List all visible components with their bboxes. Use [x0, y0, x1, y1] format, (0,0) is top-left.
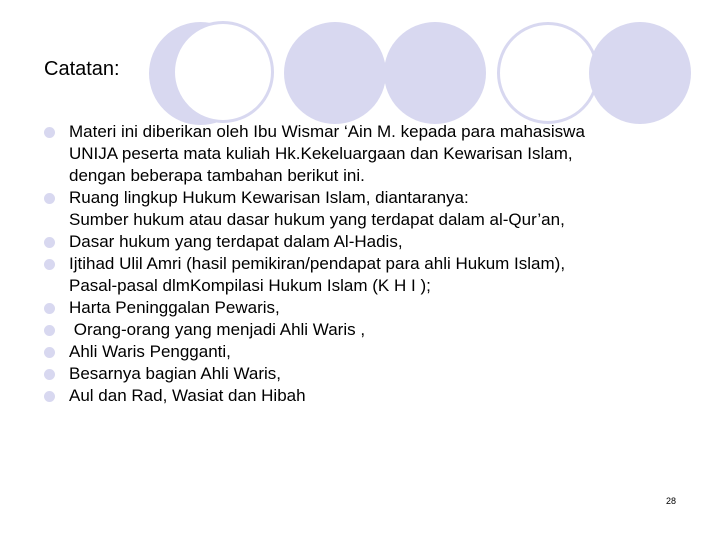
decorative-circle-outline-2 [172, 21, 274, 123]
bullet-icon [44, 303, 55, 314]
decorative-circle-outline-5 [497, 22, 599, 124]
list-item-line: Ahli Waris Pengganti, [69, 342, 231, 361]
decorative-circle-3 [284, 22, 386, 124]
list-item-line: Sumber hukum atau dasar hukum yang terdapat dalam al-Qur’an, [69, 210, 565, 229]
list-item-line: Ruang lingkup Hukum Kewarisan Islam, diantaranya: [69, 188, 469, 207]
list-item [44, 253, 694, 297]
list-item [44, 385, 694, 407]
list-item [44, 187, 694, 231]
list-item-line: dengan beberapa tambahan berikut ini. [69, 166, 365, 185]
bullet-icon [44, 259, 55, 270]
list-item-line: UNIJA peserta mata kuliah Hk.Kekeluargaan dan Kewarisan Islam, [69, 144, 573, 163]
decorative-circle-6 [589, 22, 691, 124]
list-item-line: Harta Peninggalan Pewaris, [69, 298, 280, 317]
bullet-icon [44, 369, 55, 380]
bullet-icon [44, 347, 55, 358]
list-item-line: Besarnya bagian Ahli Waris, [69, 364, 281, 383]
list-item [44, 121, 694, 187]
list-item [44, 231, 694, 253]
bullet-icon [44, 325, 55, 336]
page-number: 28 [665, 496, 676, 506]
list-item-line: Ijtihad Ulil Amri (hasil pemikiran/pendapat para ahli Hukum Islam), [69, 254, 566, 273]
bullet-icon [44, 127, 55, 138]
list-item [44, 297, 694, 319]
list-item-line: Dasar hukum yang terdapat dalam Al-Hadis, [69, 232, 403, 251]
list-item [44, 319, 694, 341]
bullet-icon [44, 193, 55, 204]
list-item [44, 363, 694, 385]
decorative-circle-4 [384, 22, 486, 124]
bullet-list [44, 121, 694, 407]
slide-title: Catatan: [44, 58, 120, 80]
list-item-line: Materi ini diberikan oleh Ibu Wismar ‘Ain M. kepada para mahasiswa [69, 122, 585, 141]
list-item-line: Aul dan Rad, Wasiat dan Hibah [69, 386, 306, 405]
list-item-line: Orang-orang yang menjadi Ahli Waris , [69, 320, 366, 339]
list-item-line: Pasal-pasal dlmKompilasi Hukum Islam (K H I ); [69, 276, 431, 295]
list-item [44, 341, 694, 363]
bullet-icon [44, 391, 55, 402]
bullet-icon [44, 237, 55, 248]
